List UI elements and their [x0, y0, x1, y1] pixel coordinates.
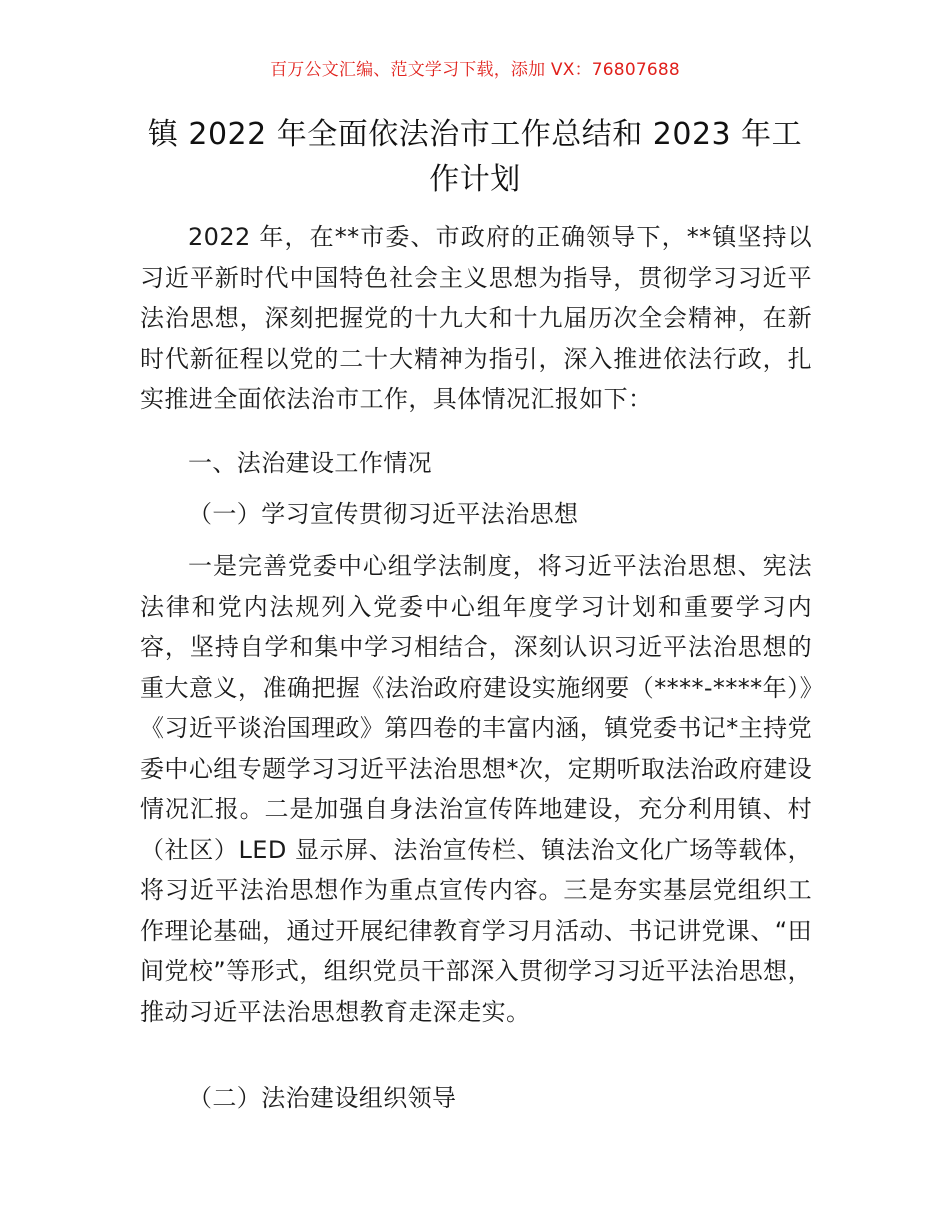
- subsection-1-heading: （一）学习宣传贯彻习近平法治思想: [188, 500, 579, 528]
- subsection-2-heading: （二）法治建设组织领导: [188, 1084, 457, 1112]
- section-1-heading: 一、法治建设工作情况: [188, 449, 432, 477]
- intro-paragraph: 2022 年，在**市委、市政府的正确领导下，**镇坚持以习近平新时代中国特色社会主义思想为指导，贯彻学习习近平法治思想，深刻把握党的十九大和十九届历次全会精神，在新时代新征程以党的二十大精神为指引，深入推进依法行政，扎实推进全面依法治市工作，具体情况汇报如下：: [140, 223, 812, 413]
- document-title: 镇 2022 年全面依法治市工作总结和 2023 年工作计划: [147, 117, 803, 197]
- watermark-banner: 百万公文汇编、范文学习下载，添加 VX：76807688: [270, 60, 680, 80]
- subsection-1-paragraph: 一是完善党委中心组学法制度，将习近平法治思想、宪法法律和党内法规列入党委中心组年度学习计划和重要学习内容，坚持自学和集中学习相结合，深刻认识习近平法治思想的重大意义，准确把握《法治政府建设实施纲要（****-****年）》《习近平谈治国理政》第四卷的丰富内涵，镇党委书记*主持党委中心组专题学习习近平法治思想*次，定期听取法治政府建设情况汇报。二是加强自身法治宣传阵地建设，充分利用镇、村（社区）LED 显示屏、法治宣传栏、镇法治文化广场等载体，将习近平法治思想作为重点宣传内容。三是夯实基层党组织工作理论基础，通过开展纪律教育学习月活动、书记讲党课、“田间党校”等形式，组织党员干部深入贯彻学习习近平法治思想，推动习近平法治思想教育走深走实。: [140, 552, 812, 1026]
